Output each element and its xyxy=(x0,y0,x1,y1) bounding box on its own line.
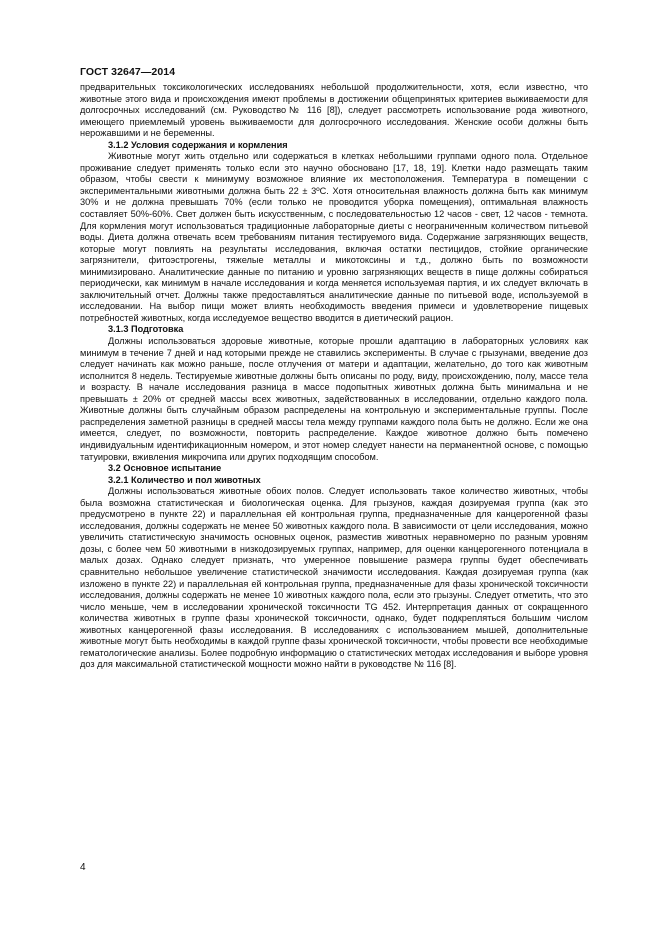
section-heading-3-1-2: 3.1.2 Условия содержания и кормления xyxy=(108,139,288,150)
section-heading-3-1-3: 3.1.3 Подготовка xyxy=(108,324,184,335)
paragraph-3-2-1: Должны использоваться животные обоих полов. Следует использовать такое количество животных, чтобы была возможна статистическая и биологическая оценка. Для грызунов, каждая дозируемая группа (как это предусмотрено в пункте 22) и параллельная ей контрольная группа, предназначенные для канцерогенной фазы исследования, должны содержать не менее 50 животных каждого пола. В зависимости от цели исследования, можно увеличить статистическую значимость основных оценок, разместив животных неравномерно по разным уровням дозы, с более чем 50 животными в низкодозируемых группах, например, для оценки канцерогенного потенциала в малых дозах. Однако следует признать, что умеренное повышение размера группы будет обеспечивать сравнительно небольшое увеличение статистической значимости исследования. Каждая дозируемая группа (как изложено в пункте 22) и параллельная ей контрольная группа, предназначенные для фазы хронической токсичности исследования, должны содержать не менее 10 животных каждого пола, если это грызуны. Следует отметить, что это число меньше, чем в исследовании хронической токсичности TG 452. Интерпретация данных от сокращенного количества животных в группе фазы хронической токсичности, однако, будет подкрепляться большим числом животных канцерогенной фазы исследования. В исследованиях с использованием мышей, дополнительные животные могут быть необходимы в каждой группе фазы хронической токсичности, чтобы провести все необходимые гематологические анализы. Более подробную информацию о статистических методах исследования и выборе уровня доз для максимальной статистической мощности можно найти в руководстве № 116 [8]. xyxy=(80,486,588,670)
paragraph-intro: предварительных токсикологических исследованиях небольшой продолжительности, хотя, если известно, что животные этого вида и происхождения имеют проблемы в достижении общепринятых критериев выживаемости для долгосрочных исследований (см. Руководство№ 116 [8]), следует рассмотреть использование рода животного, имеющего приемлемый уровень выживаемости для долгосрочного исследования. Женские особи должны быть нерожавшими и не беременны. xyxy=(80,82,588,139)
section-heading-3-2: 3.2 Основное испытание xyxy=(108,463,222,474)
paragraph-3-1-2: Животные могут жить отдельно или содержаться в клетках небольшими группами одного пола. Отдельное проживание следует применять только если это научно обосновано [17, 18, 19]. Клетки надо размещать таким образом, чтобы свести к минимуму возможное влияние их местоположения. Температура в помещении с экспериментальными животными должна быть 22 ± 3ºС. Хотя относительная влажность должна быть как минимум 30% и не должна превышать 70% (если только не проводится уборка помещения), оптимальная влажность составляет 50%-60%. Свет должен быть искусственным, с последовательностью 12 часов - свет, 12 часов - темнота. Для кормления могут использоваться традиционные лабораторные диеты с неограниченным количеством питьевой воды. Диета должна отвечать всем требованиям питания тестируемого вида. Содержание загрязняющих веществ, которые могут повлиять на результаты исследования, включая остатки пестицидов, стойкие органические загрязнители, фитоэстрогены, тяжелые металлы и микотоксины и т.д., должно быть по возможности минимизировано. Аналитические данные по питанию и уровню загрязняющих веществ в пище должны собираться периодически, как минимум в начале исследования и когда меняется используемая партия, и их следует включать в заключительный отчет. Должны также предоставляться аналитические данные по питьевой воде, используемой в исследовании. На выбор пищи может влиять необходимость введения примеси и удовлетворение пищевых потребностей животных, когда исследуемое вещество вводится в диетический рацион. xyxy=(80,151,588,323)
section-heading-3-2-1: 3.2.1 Количество и пол животных xyxy=(108,474,261,485)
page-number: 4 xyxy=(80,862,86,873)
document-body xyxy=(80,82,588,671)
paragraph-3-1-3: Должны использоваться здоровые животные, которые прошли адаптацию в лабораторных условиях как минимум в течение 7 дней и над которыми прежде не ставились эксперименты. В случае с грызунами, введение доз следует начинать как можно раньше, после отлучения от матери и адаптации, желательно, до того как животным исполнится 8 недель. Тестируемые животные должны быть описаны по роду, виду, происхождению, полу, массе тела и возрасту. В начале исследования разница в массе подопытных животных должна быть минимальна и не превышать ± 20% от средней массы всех животных, задействованных в исследовании, отдельно каждого пола. Животные должны быть случайным образом распределены на контрольную и экспериментальные группы. После распределения заметной разницы в средней массы тела между группами каждого пола быть не должно. Если же она имеется, следует, по возможности, повторить распределение. Каждое животное должно быть помечено индивидуальным идентификационным номером, и этот номер следует нанести на перманентной основе, с помощью татуировки, вживления микрочипа или других подходящим способом. xyxy=(80,336,588,462)
document-header: ГОСТ 32647—2014 xyxy=(80,66,176,78)
